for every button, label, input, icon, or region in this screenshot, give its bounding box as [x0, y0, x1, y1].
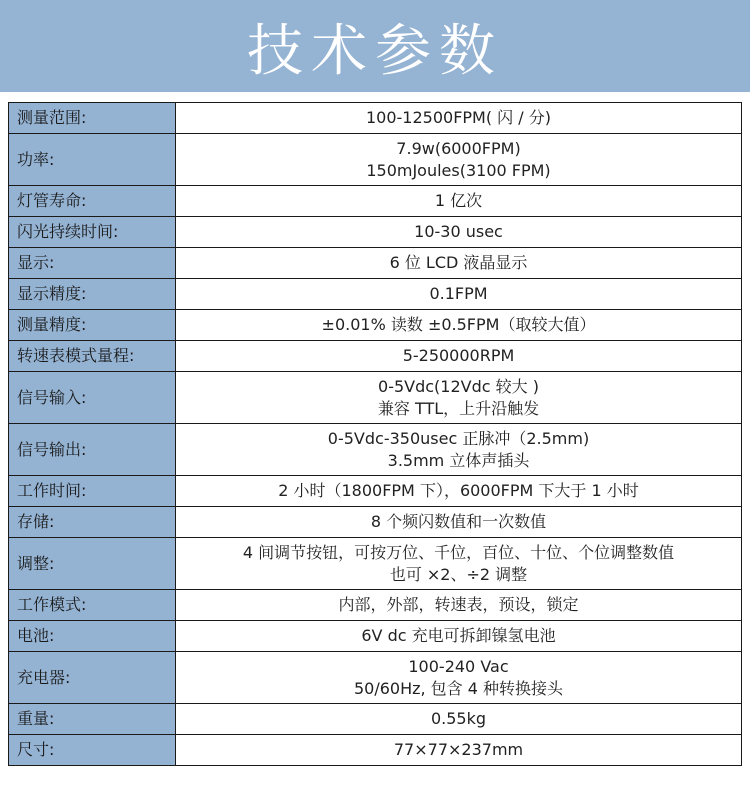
- value-line: 内部，外部，转速表，预设，锁定: [338, 595, 579, 614]
- row-label: 转速表模式量程:: [9, 341, 176, 372]
- table-row: [9, 538, 742, 590]
- spec-table: [8, 102, 742, 766]
- row-label: 信号输出:: [9, 424, 176, 476]
- table-row: [9, 704, 742, 735]
- value-line: 兼容 TTL，上升沿触发: [377, 398, 540, 418]
- value-line: 77×77×237mm: [393, 740, 524, 759]
- row-label: 功率:: [9, 134, 176, 186]
- table-row: [9, 652, 742, 704]
- table-row: [9, 248, 742, 279]
- row-label: 工作时间:: [9, 476, 176, 507]
- table-row: [9, 186, 742, 217]
- row-value: [176, 310, 742, 341]
- table-row: [9, 424, 742, 476]
- value-line: 6V dc 充电可拆卸镍氢电池: [361, 626, 556, 645]
- table-row: [9, 590, 742, 621]
- table-row: [9, 507, 742, 538]
- row-value: [176, 476, 742, 507]
- value-line: 6 位 LCD 液晶显示: [389, 253, 528, 272]
- row-label: 调整:: [9, 538, 176, 590]
- row-value: [176, 538, 742, 590]
- row-value: [176, 652, 742, 704]
- row-value: [176, 248, 742, 279]
- row-label: 尺寸:: [9, 735, 176, 766]
- value-line: 0-5Vdc(12Vdc 较大 ): [378, 376, 539, 396]
- value-line: 100-12500FPM( 闪 / 分): [365, 108, 551, 127]
- row-label: 重量:: [9, 704, 176, 735]
- value-line: 8 个频闪数值和一次数值: [370, 512, 547, 531]
- row-label: 测量范围:: [9, 103, 176, 134]
- value-line: 10-30 usec: [414, 222, 503, 241]
- table-row: [9, 621, 742, 652]
- table-row: [9, 735, 742, 766]
- row-value: [176, 590, 742, 621]
- value-line: ±0.01% 读数 ±0.5FPM（取较大值）: [321, 315, 596, 334]
- row-value: [176, 217, 742, 248]
- row-label: 测量精度:: [9, 310, 176, 341]
- row-value: [176, 372, 742, 424]
- value-line: 5-250000RPM: [402, 346, 515, 365]
- value-line: 0.55kg: [430, 709, 487, 728]
- table-row: [9, 476, 742, 507]
- value-line: 3.5mm 立体声插头: [387, 450, 530, 470]
- value-line: 4 间调节按钮，可按万位、千位，百位、十位、个位调整数值: [242, 542, 675, 562]
- row-label: 闪光持续时间:: [9, 217, 176, 248]
- table-row: [9, 372, 742, 424]
- value-line: 1 亿次: [434, 191, 483, 210]
- row-label: 灯管寿命:: [9, 186, 176, 217]
- row-value: [176, 134, 742, 186]
- table-row: [9, 279, 742, 310]
- row-label: 显示:: [9, 248, 176, 279]
- row-label: 信号输入:: [9, 372, 176, 424]
- table-row: [9, 217, 742, 248]
- row-value: [176, 424, 742, 476]
- row-value: [176, 735, 742, 766]
- table-row: [9, 310, 742, 341]
- row-value: [176, 341, 742, 372]
- row-label: 电池:: [9, 621, 176, 652]
- row-value: [176, 279, 742, 310]
- value-line: 100-240 Vac: [408, 656, 509, 676]
- row-value: [176, 621, 742, 652]
- row-value: [176, 507, 742, 538]
- value-line: 7.9w(6000FPM): [396, 138, 521, 158]
- value-line: 50/60Hz, 包含 4 种转换接头: [353, 678, 564, 698]
- row-value: [176, 103, 742, 134]
- value-line: 150mJoules(3100 FPM): [366, 160, 551, 180]
- value-line: 也可 ×2、÷2 调整: [389, 564, 528, 584]
- row-value: [176, 704, 742, 735]
- value-line: 2 小时（1800FPM 下），6000FPM 下大于 1 小时: [278, 481, 639, 500]
- row-label: 存储:: [9, 507, 176, 538]
- row-label: 显示精度:: [9, 279, 176, 310]
- table-row: [9, 134, 742, 186]
- table-row: [9, 341, 742, 372]
- row-label: 充电器:: [9, 652, 176, 704]
- page-title: 技术参数: [247, 19, 503, 84]
- value-line: 0-5Vdc-350usec 正脉冲（2.5mm): [327, 428, 590, 448]
- value-line: 0.1FPM: [429, 284, 488, 303]
- row-label: 工作模式:: [9, 590, 176, 621]
- header-banner: [0, 0, 750, 92]
- table-row: [9, 103, 742, 134]
- row-value: [176, 186, 742, 217]
